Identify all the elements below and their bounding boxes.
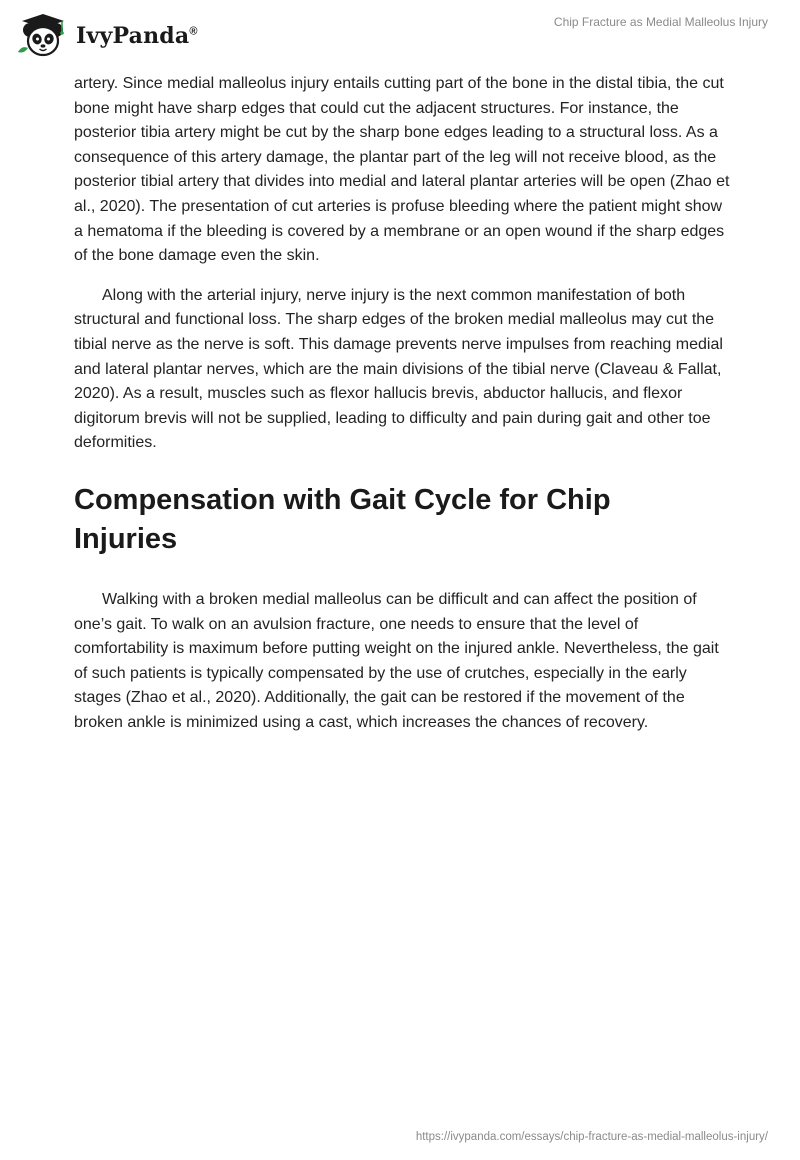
logo-text: IvyPanda bbox=[76, 23, 190, 49]
ivypanda-logo[interactable] bbox=[14, 8, 198, 60]
section-heading: Compensation with Gait Cycle for Chip Injuries bbox=[74, 483, 611, 555]
document-body bbox=[74, 72, 730, 750]
page-header bbox=[0, 0, 800, 70]
panda-graduate-icon bbox=[14, 8, 74, 60]
footer-url[interactable]: https://ivypanda.com/essays/chip-fracture-as-medial-malleolus-injury/ bbox=[415, 1131, 768, 1143]
registered-mark: ® bbox=[189, 25, 198, 38]
body-paragraph: Along with the arterial injury, nerve injury is the next common manifestation of both structural and functional loss. The sharp edges of the broken medial malleolus may cut the tibial nerve as the nerve is soft. This damage prevents nerve impulses from reaching medial and lateral plantar nerves, which are the main divisions of the tibial nerve (Claveau & Fallat, 2020). As a result, muscles such as flexor hallucis brevis, abductor hallucis, and flexor digitorum brevis will not be supplied, leading to difficulty and pain during gait and other toe deformities. bbox=[74, 286, 723, 452]
body-paragraph: Walking with a broken medial malleolus can be difficult and can affect the position of one’s gait. To walk on an avulsion fracture, one needs to ensure that the level of comfortability is maximum before putting weight on the injured ankle. Nevertheless, the gait of such patients is typically compensated by the use of crutches, especially in the early stages (Zhao et al., 2020). Additionally, the gait can be restored if the movement of the broken ankle is minimized using a cast, which increases the chances of recovery. bbox=[74, 590, 719, 731]
body-paragraph: artery. Since medial malleolus injury entails cutting part of the bone in the distal tibia, the cut bone might have sharp edges that could cut the adjacent structures. For instance, the posterior tibia artery might be cut by the sharp bone edges leading to a structural loss. As a consequence of this artery damage, the plantar part of the leg will not receive blood, as the posterior tibial artery that divides into medial and lateral plantar arteries will be open (Zhao et al., 2020). The presentation of cut arteries is profuse bleeding where the patient might show a hematoma if the bleeding is covered by a membrane or an open wound if the sharp edges of the bone damage even the skin. bbox=[74, 75, 730, 265]
running-title: Chip Fracture as Medial Malleolus Injury bbox=[553, 15, 768, 29]
